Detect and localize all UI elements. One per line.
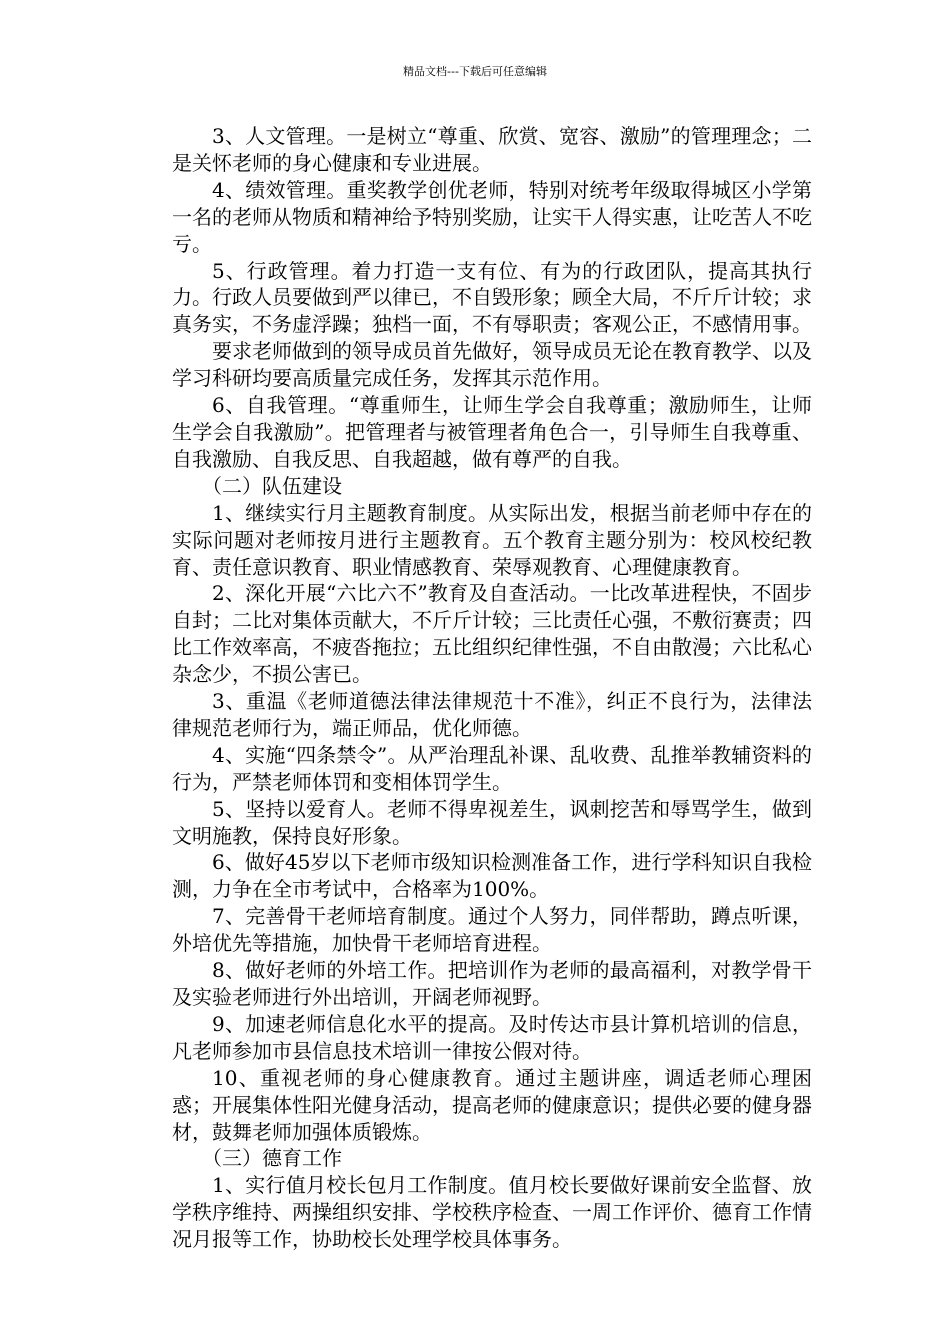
- paragraph-monthly-theme-education: 1、继续实行月主题教育制度。从实际出发，根据当前老师中存在的实际问题对老师按月进行主题教育。五个教育主题分别为：校风校纪教育、责任意识教育、职业情感教育、荣辱观教育、心理健康教育。: [172, 500, 812, 579]
- paragraph-external-training: 8、做好老师的外培工作。把培训作为老师的最高福利，对教学骨干及实验老师进行外出培训，开阔老师视野。: [172, 958, 812, 1009]
- paragraph-six-comparisons: 2、深化开展“六比六不”教育及自查活动。一比改革进程快，不固步自封；二比对集体贡献大，不斤斤计较；三比责任心强，不敷衍赛责；四比工作效率高，不疲沓拖拉；五比组织纪律性强，不自由散漫；六比私心杂念少，不损公害已。: [172, 581, 812, 687]
- paragraph-ethics-review: 3、重温《老师道德法律法律规范十不准》，纠正不良行为，法律法律规范老师行为，端正师品，优化师德。: [172, 689, 812, 740]
- paragraph-administrative-management: 5、行政管理。着力打造一支有位、有为的行政团队，提高其执行力。行政人员要做到严以律已，不自毁形象；顾全大局，不斤斤计较；求真务实，不务虚浮躁；独档一面，不有辱职责；客观公正，不感情用事。: [172, 258, 812, 337]
- document-body: [172, 123, 812, 1253]
- paragraph-self-management: 6、自我管理。“尊重师生，让师生学会自我尊重；激励师生，让师生学会自我激励”。把管理者与被管理者角色合一，引导师生自我尊重、自我激励、自我反思、自我超越，做有尊严的自我。: [172, 393, 812, 471]
- paragraph-educate-with-love: 5、坚持以爱育人。老师不得卑视差生，讽刺挖苦和辱骂学生，做到文明施教，保持良好形象。: [172, 796, 812, 848]
- page-header: 精品文档---下载后可任意编辑: [403, 65, 547, 78]
- paragraph-informatization: 9、加速老师信息化水平的提高。及时传达市县计算机培训的信息，凡老师参加市县信息技术培训一律按公假对待。: [172, 1011, 812, 1063]
- section-heading-team-building: （二）队伍建设: [202, 473, 342, 498]
- paragraph-monthly-principal: 1、实行值月校长包月工作制度。值月校长要做好课前安全监督、放学秩序维持、两操组织安排、学校秩序检查、一周工作评价、德育工作情况月报等工作，协助校长处理学校具体事务。: [172, 1173, 812, 1252]
- paragraph-humanistic-management: 3、人文管理。一是树立“尊重、欣赏、宽容、激励”的管理理念；二是关怀老师的身心健康和专业进展。: [172, 124, 812, 175]
- paragraph-leadership-example: 要求老师做到的领导成员首先做好，领导成员无论在教育教学、以及学习科研均要高质量完成任务，发挥其示范作用。: [172, 339, 812, 391]
- paragraph-knowledge-testing: 6、做好45岁以下老师市级知识检测准备工作，进行学科知识自我检测，力争在全市考试中，合格率为100%。: [172, 850, 812, 902]
- paragraph-four-prohibitions: 4、实施“四条禁令”。从严治理乱补课、乱收费、乱推举教辅资料的行为，严禁老师体罚和变相体罚学生。: [172, 742, 812, 794]
- paragraph-backbone-teachers: 7、完善骨干老师培育制度。通过个人努力，同伴帮助，蹲点听课，外培优先等措施，加快骨干老师培育进程。: [172, 904, 812, 956]
- section-heading-moral-education: （三）德育工作: [202, 1146, 342, 1171]
- paragraph-health-education: 10、重视老师的身心健康教育。通过主题讲座，调适老师心理困惑；开展集体性阳光健身活动，提高老师的健康意识；提供必要的健身器材，鼓舞老师加强体质锻炼。: [172, 1065, 812, 1144]
- paragraph-performance-management: 4、绩效管理。重奖教学创优老师，特别对统考年级取得城区小学第一名的老师从物质和精神给予特别奖励，让实干人得实惠，让吃苦人不吃亏。: [172, 177, 812, 256]
